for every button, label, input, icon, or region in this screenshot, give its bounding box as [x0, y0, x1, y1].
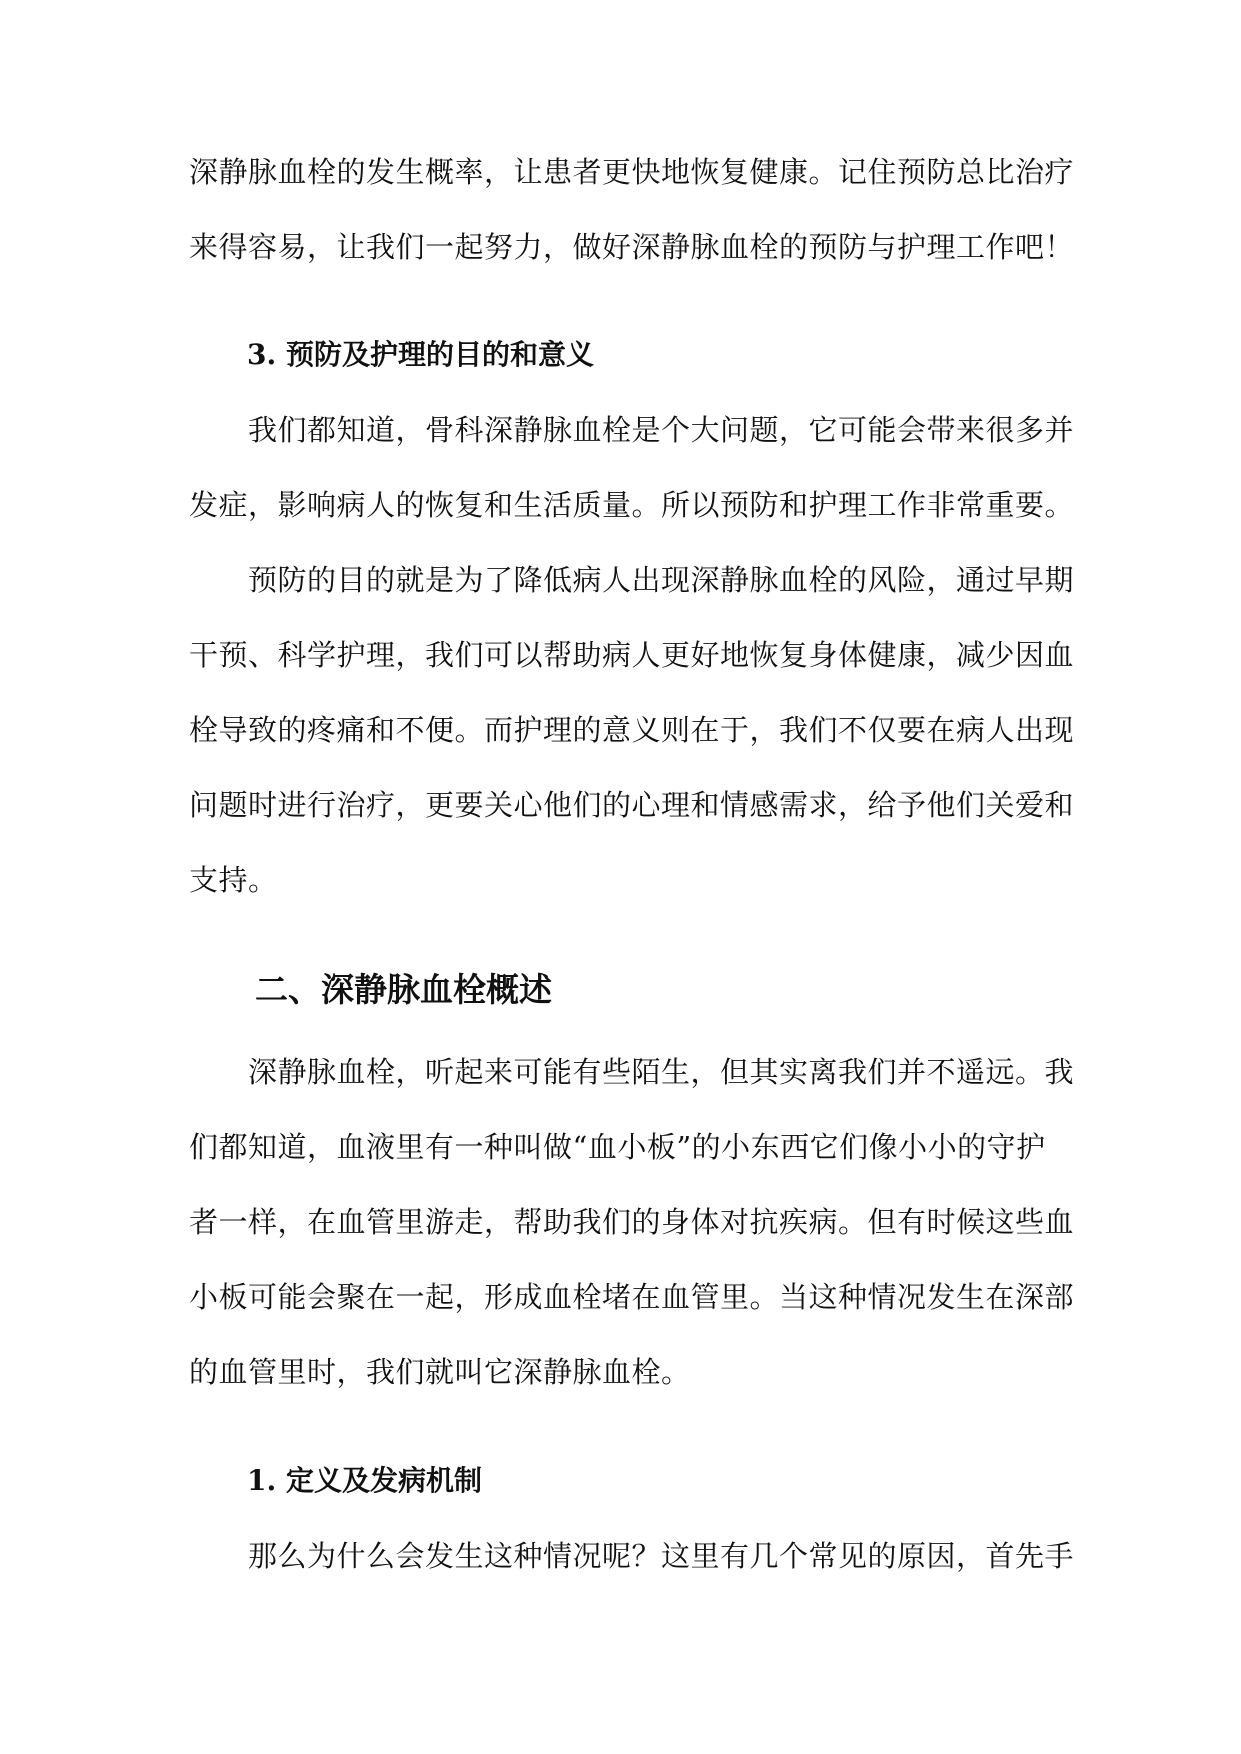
paragraph-line: 深静脉血栓，听起来可能有些陌生，但其实离我们并不遥远。我 — [248, 1055, 1075, 1089]
paragraph-line: 干预、科学护理，我们可以帮助病人更好地恢复身体健康，减少因血 — [189, 638, 1075, 672]
paragraph-line: 发症，影响病人的恢复和生活质量。所以预防和护理工作非常重要。 — [189, 488, 1075, 522]
paragraph-line: 深静脉血栓的发生概率，让患者更快地恢复健康。记住预防总比治疗 — [189, 155, 1075, 189]
paragraph-line: 小板可能会聚在一起，形成血栓堵在血管里。当这种情况发生在深部 — [189, 1280, 1075, 1314]
paragraph-line: 者一样，在血管里游走，帮助我们的身体对抗疾病。但有时候这些血 — [189, 1205, 1075, 1239]
paragraph-line: 那么为什么会发生这种情况呢？这里有几个常见的原因，首先手 — [248, 1539, 1075, 1573]
paragraph-line: 们都知道，血液里有一种叫做“血小板”的小东西它们像小小的守护 — [189, 1130, 1046, 1164]
section-heading: 1. 定义及发病机制 — [247, 1464, 482, 1497]
paragraph-line: 问题时进行治疗，更要关心他们的心理和情感需求，给予他们关爱和 — [189, 788, 1075, 822]
paragraph-line: 的血管里时，我们就叫它深静脉血栓。 — [189, 1355, 691, 1389]
section-heading: 3. 预防及护理的目的和意义 — [247, 338, 594, 371]
paragraph-line: 我们都知道，骨科深静脉血栓是个大问题，它可能会带来很多并 — [248, 413, 1075, 447]
paragraph-line: 栓导致的疼痛和不便。而护理的意义则在于，我们不仅要在病人出现 — [189, 713, 1075, 747]
paragraph-line: 支持。 — [189, 863, 278, 897]
chapter-heading: 二、深静脉血栓概述 — [255, 970, 552, 1009]
paragraph-line: 来得容易，让我们一起努力，做好深静脉血栓的预防与护理工作吧！ — [189, 230, 1075, 264]
paragraph-line: 预防的目的就是为了降低病人出现深静脉血栓的风险，通过早期 — [248, 563, 1075, 597]
